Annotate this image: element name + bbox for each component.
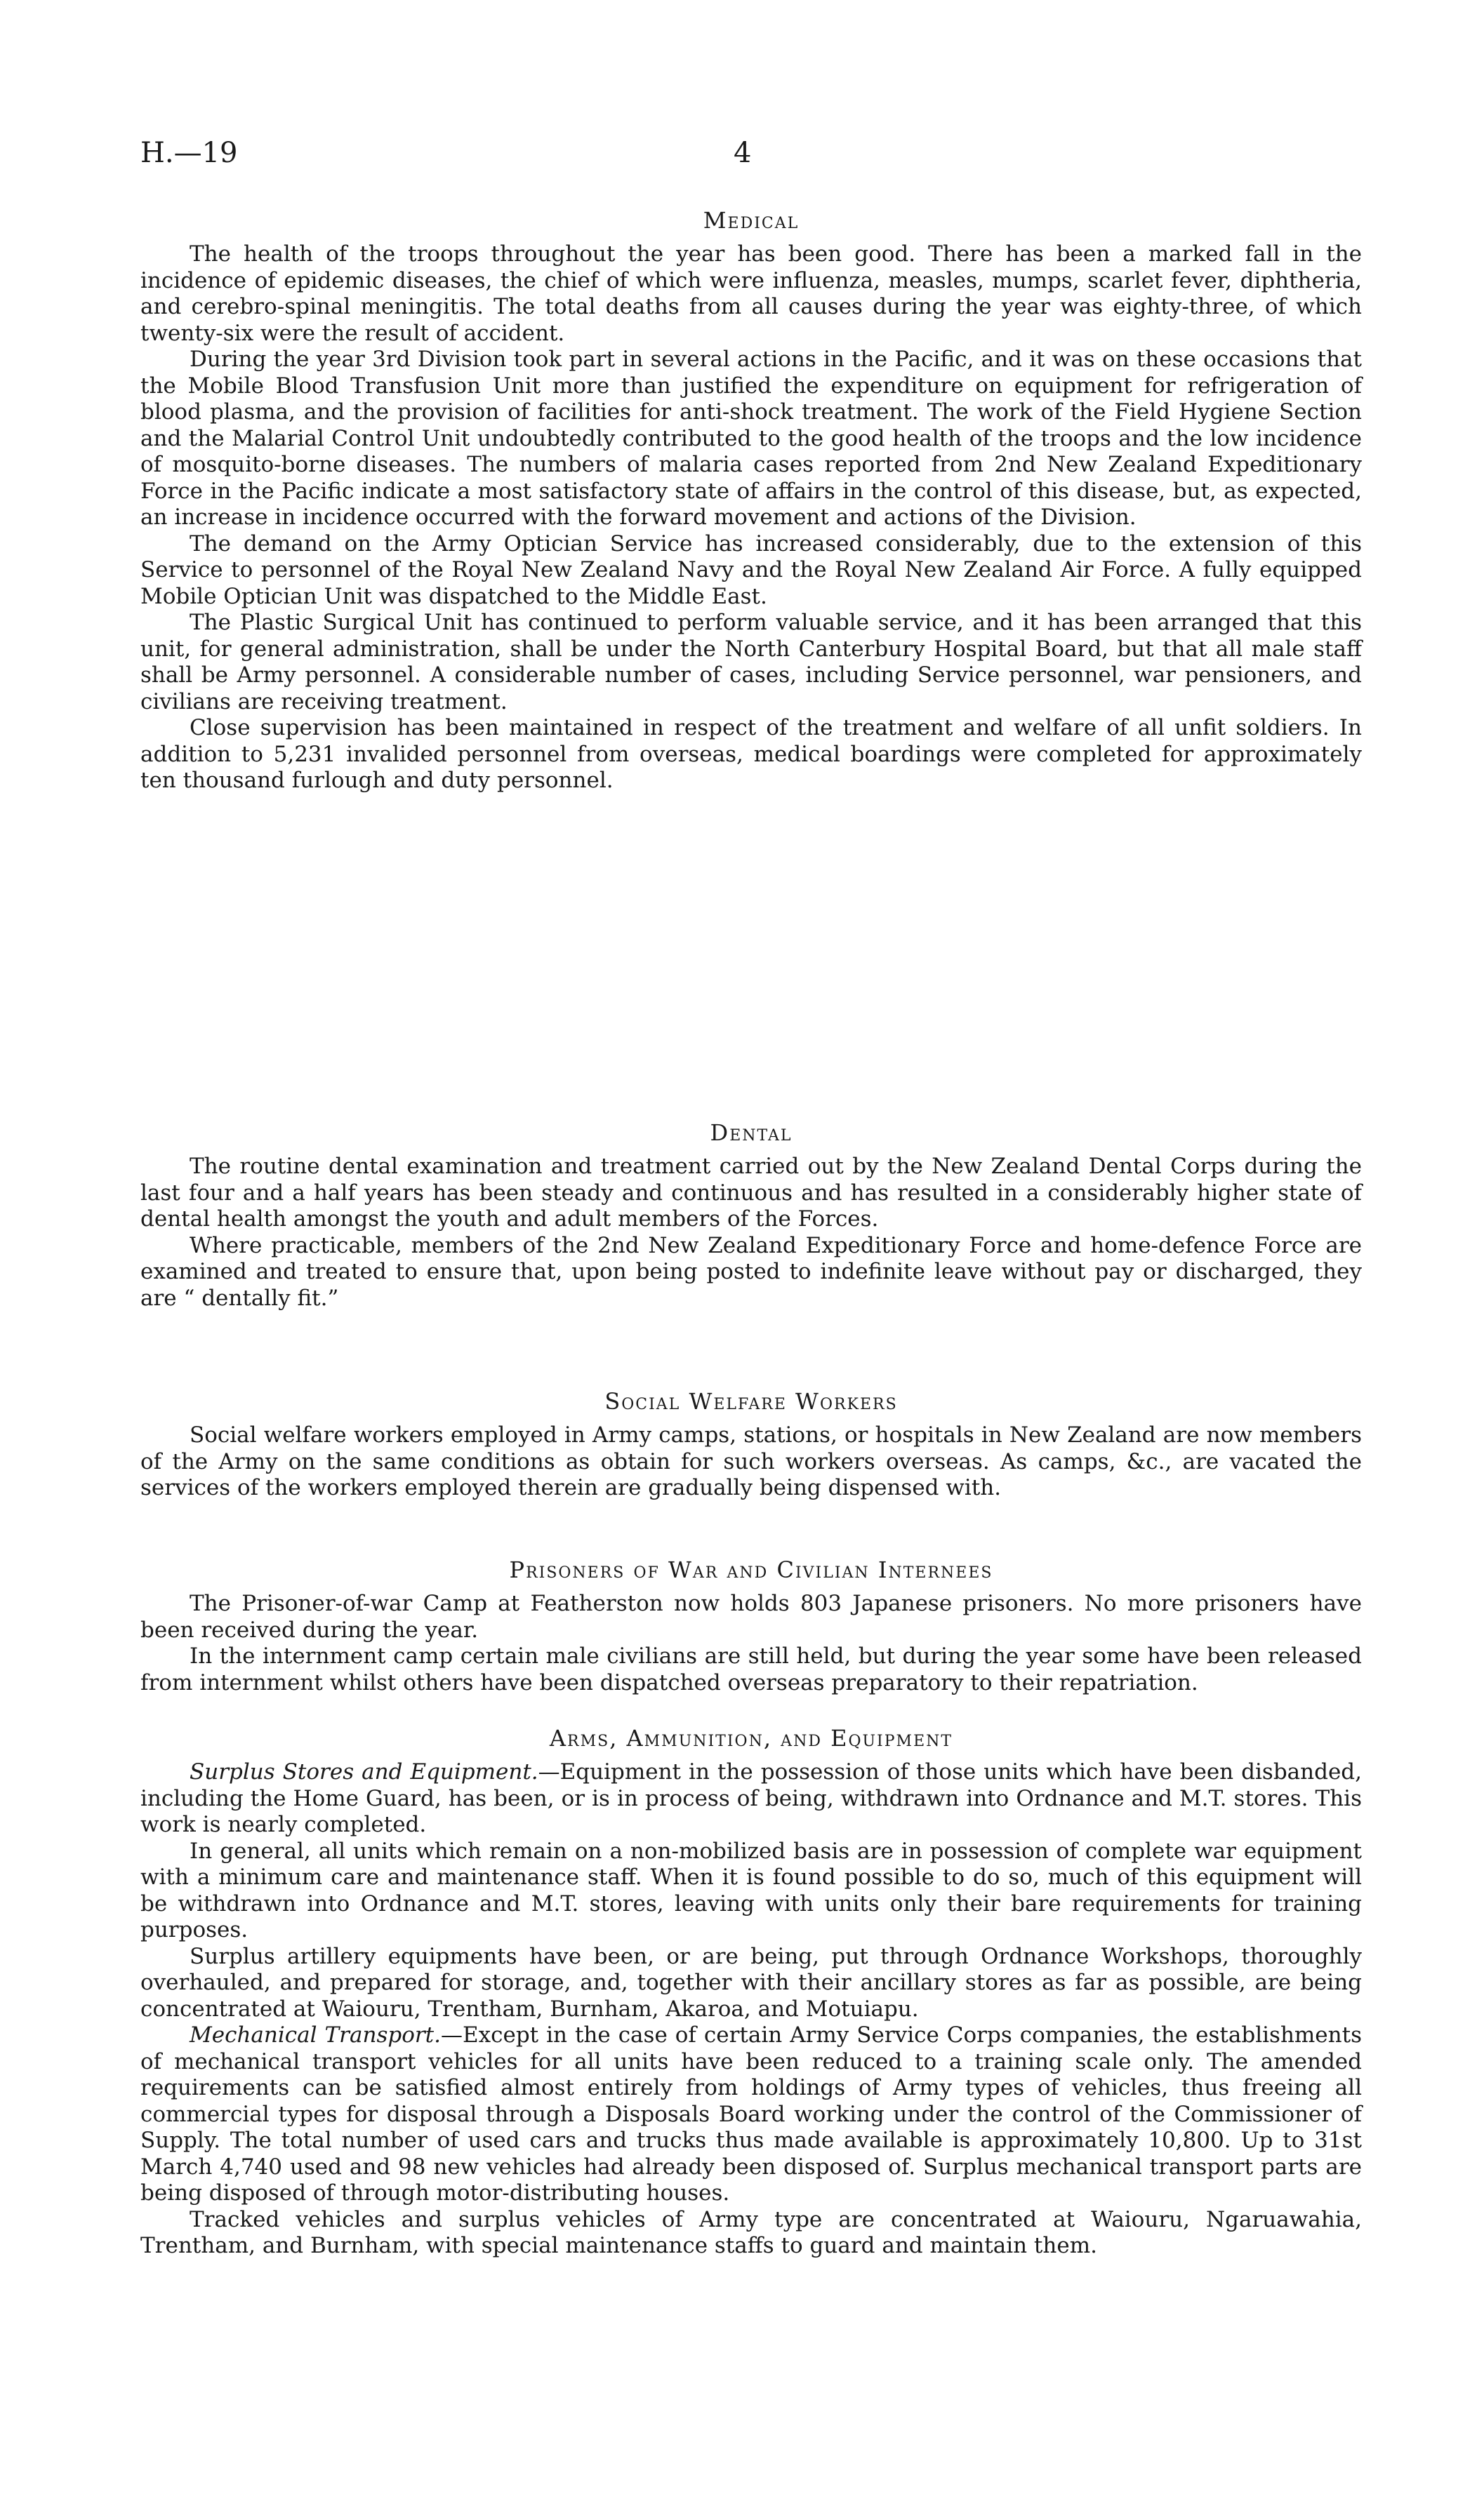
- section-prisoners-of-war: [140, 1554, 1362, 1696]
- subheading-mechanical-transport: Mechanical Transport.: [190, 2022, 441, 2048]
- paragraph: The Plastic Surgical Unit has continued to perform valuable service, and it has been arranged that this unit, for general administration, shall be under the North Canterbury Hospital Board, but that all male staff shall be Army personnel. A considerable number of cases, including Service personnel, war pensioners, and civilians are receiving treatment.: [140, 610, 1362, 714]
- section-dental: [140, 1117, 1362, 1312]
- section-heading: Dental: [710, 1119, 793, 1146]
- paragraph: In general, all units which remain on a non-mobilized basis are in possession of complete war equipment with a minimum care and maintenance staff. When it is found possible to do so, much of this equipment will be withdrawn into Ordnance and M.T. stores, leaving with units only their bare requirements for training purposes.: [140, 1838, 1362, 1942]
- paragraph: In the internment camp certain male civilians are still held, but during the year some have been released from internment whilst others have been dispatched overseas preparatory to their repatriation.: [140, 1644, 1362, 1695]
- paragraph-text: —Equipment in the possession of those units which have been disbanded, including the Home Guard, has been, or is in process of being, withdrawn into Ordnance and M.T. stores. This work is nearly completed.: [140, 1759, 1362, 1837]
- paragraph: Close supervision has been maintained in respect of the treatment and welfare of all unfit soldiers. In addition to 5,231 invalided personnel from overseas, medical boardings were completed for approximately ten thousand furlough and duty personnel.: [140, 715, 1362, 793]
- paragraph-text: —Except in the case of certain Army Service Corps companies, the establishments of mechanical transport vehicles for all units have been reduced to a training scale only. The amended requirements can be satisfied almost entirely from holdings of Army types of vehicles, thus freeing all commercial types for disposal through a Disposals Board working under the control of the Commissioner of Supply. The total number of used cars and trucks thus made available is approximately 10,800. Up to 31st March 4,740 used and 98 new vehicles had already been disposed of. Surplus mechanical transport parts are being disposed of through motor-distributing houses.: [140, 2022, 1362, 2206]
- section-medical: [140, 205, 1362, 794]
- section-arms-ammunition-equipment: [140, 1723, 1362, 2260]
- section-heading: Social Welfare Workers: [604, 1388, 898, 1415]
- section-social-welfare: [140, 1386, 1362, 1502]
- paragraph: Tracked vehicles and surplus vehicles of Army type are concentrated at Waiouru, Ngaruawahia, Trentham, and Burnham, with special maintenance staffs to guard and maintain them.: [140, 2206, 1362, 2258]
- section-heading: Arms, Ammunition, and Equipment: [549, 1725, 953, 1752]
- paragraph: [140, 1759, 1362, 1839]
- paragraph: Where practicable, members of the 2nd New Zealand Expeditionary Force and home-defence Force are examined and treated to ensure that, upon being posted to indefinite leave without pay or discharged, they are “ dentally fit.”: [140, 1232, 1362, 1311]
- paragraph: Surplus artillery equipments have been, or are being, put through Ordnance Workshops, thoroughly overhauled, and prepared for storage, and, together with their ancillary stores as far as possible, are being concentrated at Waiouru, Trentham, Burnham, Akaroa, and Motuiapu.: [140, 1943, 1362, 2022]
- paragraph: Social welfare workers employed in Army camps, stations, or hospitals in New Zealand are now members of the Army on the same conditions as obtain for such workers overseas. As camps, &c., are vacated the services of the workers employed therein are gradually being dispensed with.: [140, 1422, 1362, 1500]
- document-page: [140, 137, 1362, 2258]
- paragraph: The health of the troops throughout the year has been good. There has been a marked fall in the incidence of epidemic diseases, the chief of which were influenza, measles, mumps, scarlet fever, diphtheria, and cerebro-spinal meningitis. The total deaths from all causes during the year was eighty-three, of which twenty-six were the result of accident.: [140, 241, 1362, 346]
- document-reference: H.—19: [140, 137, 238, 169]
- paragraph: During the year 3rd Division took part in several actions in the Pacific, and it was on these occasions that the Mobile Blood Transfusion Unit more than justified the expenditure on equipment for refrigeration of blood plasma, and the provision of facilities for anti-shock treatment. The work of the Field Hygiene Section and the Malarial Control Unit undoubtedly contributed to the good health of the troops and the low incidence of mosquito-borne diseases. The numbers of malaria cases reported from 2nd New Zealand Expeditionary Force in the Pacific indicate a most satisfactory state of affairs in the control of this disease, but, as expected, an increase in incidence occurred with the forward movement and actions of the Division.: [140, 347, 1362, 530]
- section-heading: Medical: [703, 207, 800, 234]
- paragraph: The Prisoner-of-war Camp at Featherston now holds 803 Japanese prisoners. No more prisoners have been received during the year.: [140, 1591, 1362, 1643]
- paragraph: The demand on the Army Optician Service has increased considerably, due to the extension of this Service to personnel of the Royal New Zealand Navy and the Royal New Zealand Air Force. A fully equipped Mobile Optician Unit was dispatched to the Middle East.: [140, 531, 1362, 609]
- paragraph: The routine dental examination and treatment carried out by the New Zealand Dental Corps during the last four and a half years has been steady and continuous and has resulted in a considerably higher state of dental health amongst the youth and adult members of the Forces.: [140, 1154, 1362, 1232]
- page-number: 4: [734, 137, 752, 169]
- paragraph: [140, 2022, 1362, 2207]
- page-header: [140, 137, 1362, 186]
- section-heading: Prisoners of War and Civilian Internees: [509, 1556, 993, 1583]
- subheading-surplus-stores: Surplus Stores and Equipment.: [190, 1759, 538, 1785]
